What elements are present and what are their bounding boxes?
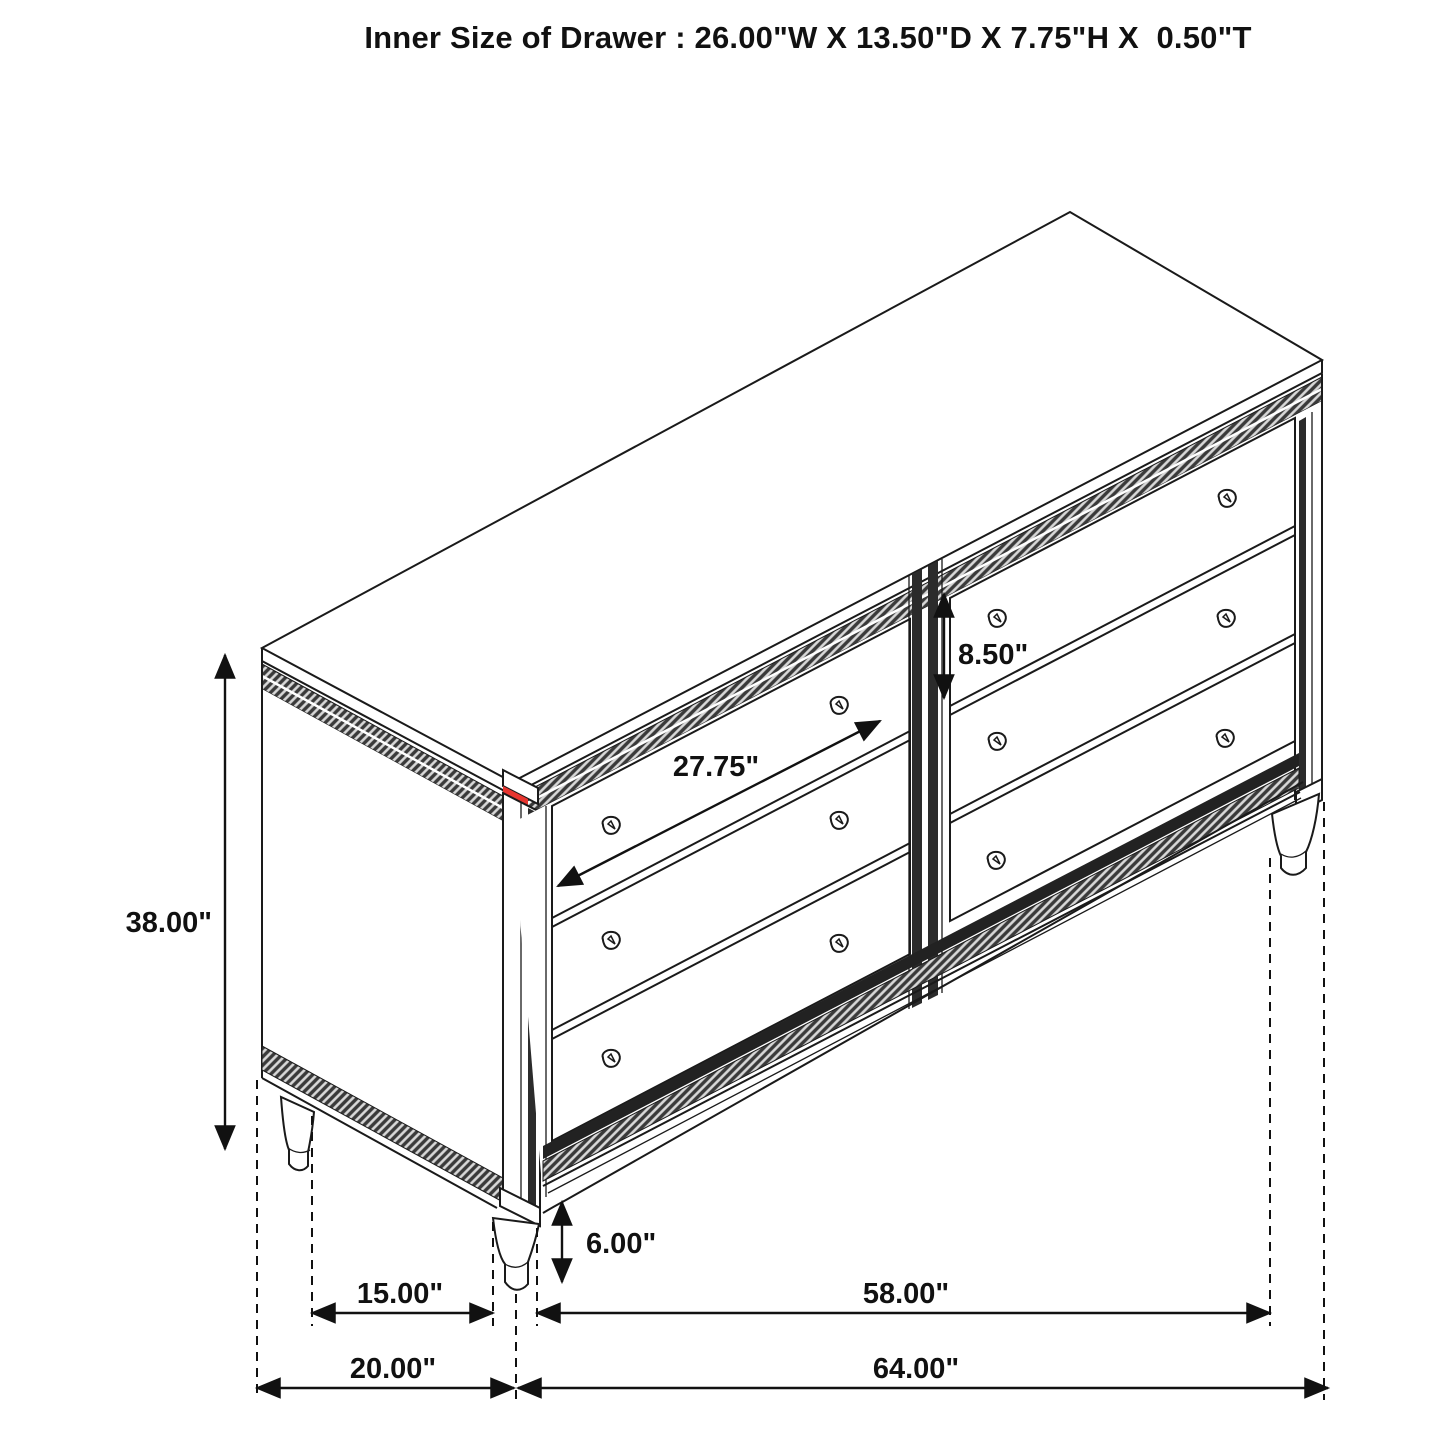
dim-overall-depth-label: 20.00" <box>349 1353 437 1385</box>
dim-overall-height-label: 38.00" <box>125 907 212 939</box>
dresser-drawing <box>262 212 1322 1290</box>
dim-side-depth-label: 15.00" <box>356 1278 444 1310</box>
back-left-leg <box>281 1097 314 1170</box>
dim-drawer-width-label: 27.75" <box>672 751 760 783</box>
page-title: Inner Size of Drawer : 26.00"W X 13.50"D X 7.75"H X 0.50"T <box>364 20 1252 55</box>
dim-front-width-label: 58.00" <box>862 1278 950 1310</box>
front-left-leg <box>493 1218 539 1290</box>
dim-drawer-height-label: 8.50" <box>958 639 1029 671</box>
dim-overall-width-label: 64.00" <box>872 1353 960 1385</box>
dim-leg-height-label: 6.00" <box>586 1228 657 1260</box>
